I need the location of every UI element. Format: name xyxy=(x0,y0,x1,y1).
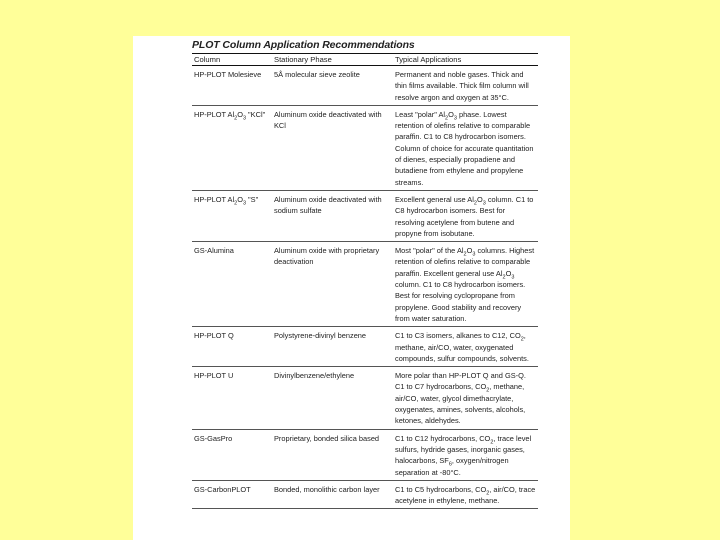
cell-column: GS-CarbonPLOT xyxy=(192,480,272,509)
table-row xyxy=(192,429,538,480)
table-row xyxy=(192,327,538,367)
cell-column: GS-GasPro xyxy=(192,429,272,480)
cell-phase: Aluminum oxide deactivated with KCl xyxy=(272,105,393,190)
cell-phase: Polystyrene-divinyl benzene xyxy=(272,327,393,367)
document-page xyxy=(133,36,570,540)
cell-applications: Least "polar" $Al_2O_3$ phase. Lowest retention of olefins relative to comparable paraffin. C1 to C8 hydrocarbon isomers. Column of choice for accurate quantitation of dienes, especially propadiene and butadiene from ethylene and propylene streams. xyxy=(393,105,538,190)
cell-column: HP-PLOT U xyxy=(192,367,272,429)
table-row xyxy=(192,190,538,241)
cell-column: HP-PLOT $Al_2O_3$ "S" xyxy=(192,190,272,241)
cell-applications: C1 to C3 isomers, alkanes to C12, $CO_2$, methane, air/CO, water, oxygenated compounds, sulfur compounds, solvents. xyxy=(393,327,538,367)
cell-phase: Divinylbenzene/ethylene xyxy=(272,367,393,429)
table-row xyxy=(192,242,538,327)
table-title: PLOT Column Application Recommendations xyxy=(192,39,415,51)
cell-applications: C1 to C12 hydrocarbons, $CO_2$, trace level sulfurs, hydride gases, inorganic gases, halocarbons, $SF_6$, oxygen/nitrogen separation at -80°C. xyxy=(393,429,538,480)
header-column: Column xyxy=(192,54,272,66)
cell-phase: Bonded, monolithic carbon layer xyxy=(272,480,393,509)
header-typical-applications: Typical Applications xyxy=(393,54,538,66)
cell-column: HP-PLOT Q xyxy=(192,327,272,367)
cell-phase: Aluminum oxide with proprietary deactivation xyxy=(272,242,393,327)
cell-applications: Excellent general use $Al_2O_3$ column. C1 to C8 hydrocarbon isomers. Best for resolving acetylene from butene and propyne from isobutane. xyxy=(393,190,538,241)
table-row xyxy=(192,105,538,190)
cell-applications: C1 to C5 hydrocarbons, $CO_2$, air/CO, trace acetylene in ethylene, methane. xyxy=(393,480,538,509)
cell-phase: 5Å molecular sieve zeolite xyxy=(272,66,393,106)
cell-applications: Permanent and noble gases. Thick and thin films available. Thick film column will resolve argon and oxygen at 35°C. xyxy=(393,66,538,106)
cell-column: HP-PLOT Molesieve xyxy=(192,66,272,106)
plot-column-table xyxy=(192,53,538,509)
cell-applications: More polar than HP-PLOT Q and GS-Q. C1 to C7 hydrocarbons, $CO_2$, methane, air/CO, water, glycol dimethacrylate, oxygenates, amines, solvents, alcohols, ketones, aldehydes. xyxy=(393,367,538,429)
table-row xyxy=(192,480,538,509)
cell-column: GS-Alumina xyxy=(192,242,272,327)
table-row xyxy=(192,66,538,106)
header-stationary-phase: Stationary Phase xyxy=(272,54,393,66)
cell-applications: Most "polar" of the $Al_2O_3$ columns. Highest retention of olefins relative to comparable paraffin. Excellent general use $Al_2O_3$ column. C1 to C8 hydrocarbon isomers. Best for resolving cyclopropane from propylene. Good stability and recovery from water saturation. xyxy=(393,242,538,327)
table-header-row xyxy=(192,54,538,66)
cell-column: HP-PLOT $Al_2O_3$ "KCl" xyxy=(192,105,272,190)
cell-phase: Aluminum oxide deactivated with sodium sulfate xyxy=(272,190,393,241)
table-row xyxy=(192,367,538,429)
cell-phase: Proprietary, bonded silica based xyxy=(272,429,393,480)
